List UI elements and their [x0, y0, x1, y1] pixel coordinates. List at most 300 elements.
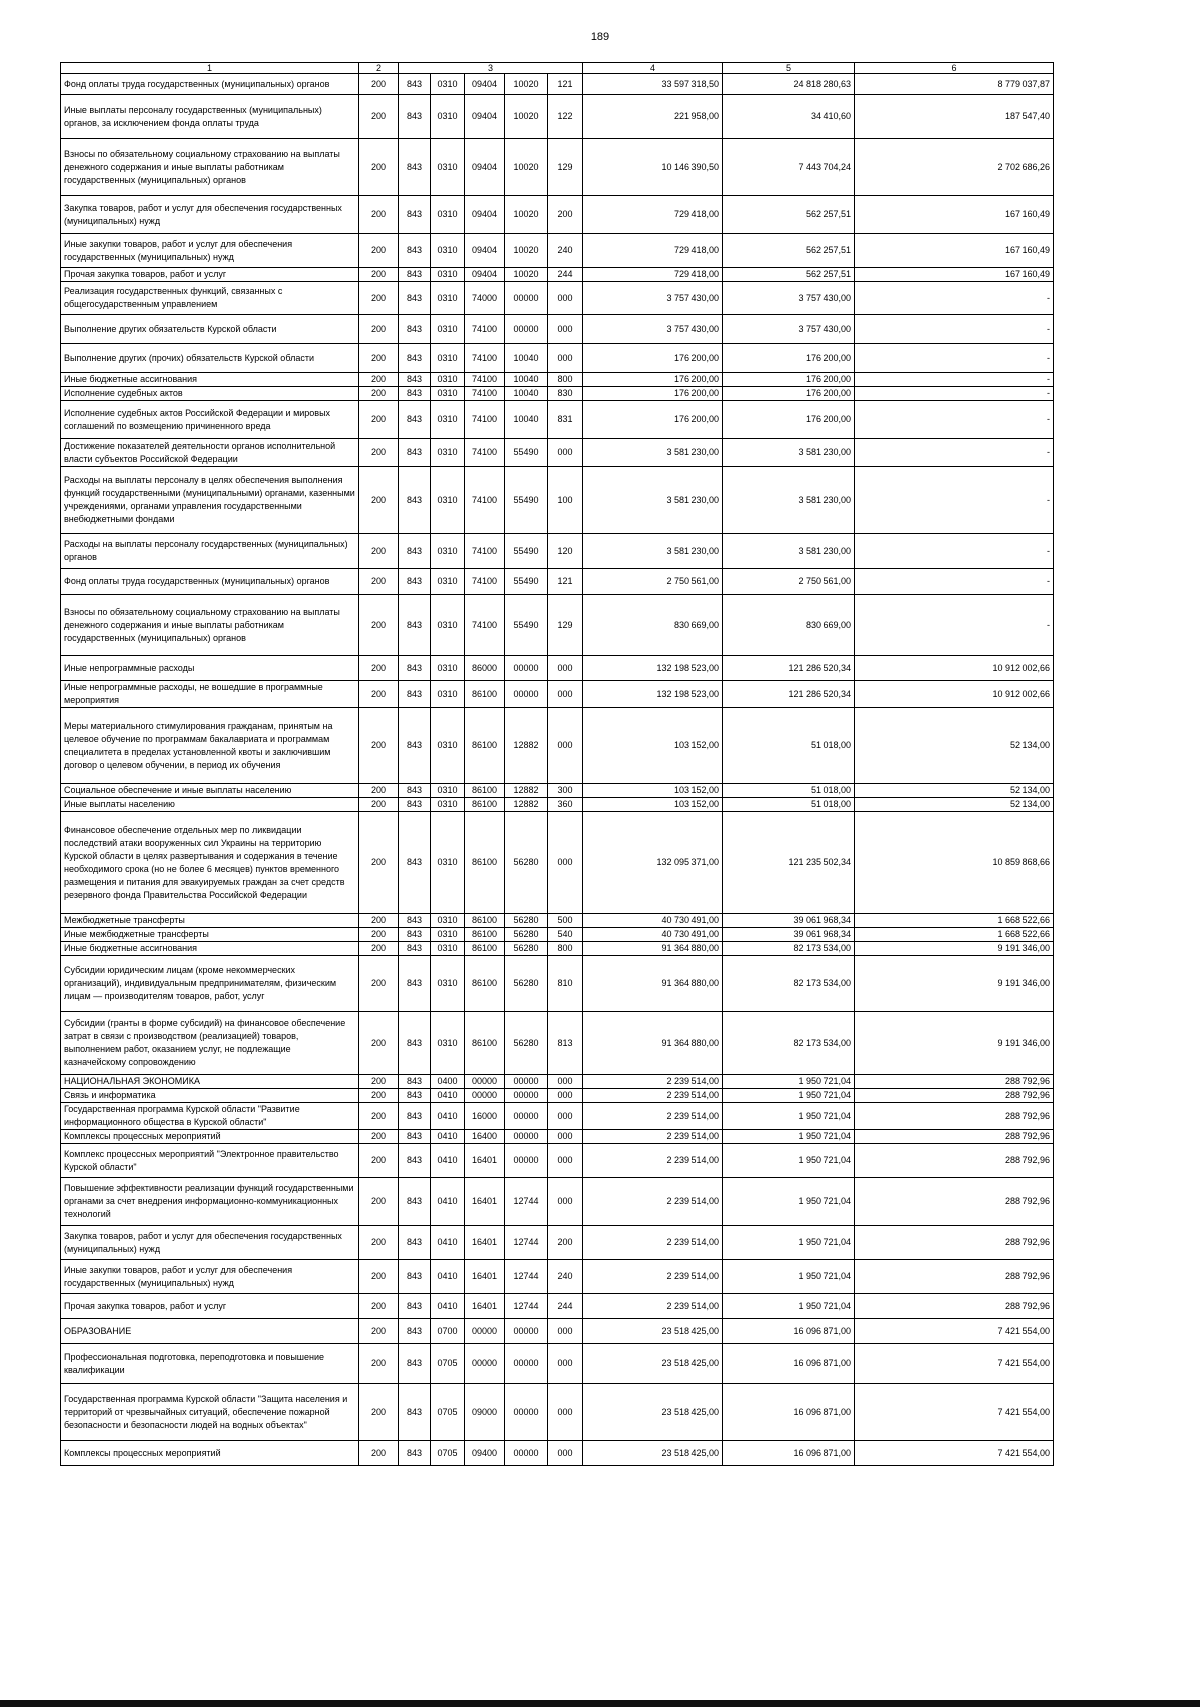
- row-code-section: 0310: [431, 373, 465, 387]
- row-value-4: 23 518 425,00: [583, 1441, 723, 1466]
- row-code-type: 810: [548, 956, 583, 1012]
- row-value-6: 7 421 554,00: [855, 1319, 1054, 1344]
- row-code-type: 120: [548, 534, 583, 569]
- header-col-1: 1: [61, 63, 359, 74]
- row-name: Прочая закупка товаров, работ и услуг: [61, 268, 359, 282]
- row-code-grbs: 843: [399, 1012, 431, 1075]
- table-row: [61, 268, 1054, 282]
- row-code-section: 0310: [431, 74, 465, 95]
- row-code-section: 0310: [431, 708, 465, 784]
- row-code-2: 200: [359, 401, 399, 439]
- row-code-2: 200: [359, 196, 399, 234]
- table-row: [61, 784, 1054, 798]
- row-code-type: 000: [548, 439, 583, 467]
- row-code-type: 240: [548, 234, 583, 268]
- row-value-4: 2 239 514,00: [583, 1130, 723, 1144]
- row-code-program: 00000: [465, 1075, 505, 1089]
- row-code-program: 86100: [465, 1012, 505, 1075]
- row-value-5: 562 257,51: [723, 196, 855, 234]
- row-code-program: 86100: [465, 928, 505, 942]
- row-code-direction: 00000: [505, 1103, 548, 1130]
- row-code-2: 200: [359, 344, 399, 373]
- row-code-section: 0310: [431, 401, 465, 439]
- row-name: Иные закупки товаров, работ и услуг для обеспечения государственных (муниципальных) нужд: [61, 1260, 359, 1294]
- row-code-grbs: 843: [399, 812, 431, 914]
- table-row: [61, 74, 1054, 95]
- row-code-2: 200: [359, 1260, 399, 1294]
- row-code-type: 000: [548, 1144, 583, 1178]
- table-row: [61, 656, 1054, 681]
- row-code-section: 0705: [431, 1441, 465, 1466]
- row-name: Иные выплаты населению: [61, 798, 359, 812]
- row-value-4: 91 364 880,00: [583, 942, 723, 956]
- row-name: Государственная программа Курской области "Защита населения и территорий от чрезвычайных ситуаций, обеспечение пожарной безопасности и безопасности людей на водных объектах": [61, 1384, 359, 1441]
- row-value-5: 1 950 721,04: [723, 1144, 855, 1178]
- row-code-grbs: 843: [399, 1319, 431, 1344]
- row-code-2: 200: [359, 784, 399, 798]
- row-code-grbs: 843: [399, 942, 431, 956]
- row-code-2: 200: [359, 1319, 399, 1344]
- row-value-5: 1 950 721,04: [723, 1130, 855, 1144]
- row-name: Расходы на выплаты персоналу государственных (муниципальных) органов: [61, 534, 359, 569]
- row-code-section: 0310: [431, 681, 465, 708]
- row-code-2: 200: [359, 387, 399, 401]
- row-value-4: 2 239 514,00: [583, 1144, 723, 1178]
- row-code-2: 200: [359, 569, 399, 595]
- row-code-2: 200: [359, 595, 399, 656]
- row-code-program: 74100: [465, 344, 505, 373]
- row-code-section: 0310: [431, 234, 465, 268]
- table-row: [61, 401, 1054, 439]
- row-value-4: 103 152,00: [583, 784, 723, 798]
- row-code-section: 0705: [431, 1344, 465, 1384]
- row-code-2: 200: [359, 534, 399, 569]
- row-code-type: 000: [548, 1319, 583, 1344]
- row-value-6: 7 421 554,00: [855, 1384, 1054, 1441]
- row-code-section: 0310: [431, 268, 465, 282]
- row-value-6: -: [855, 439, 1054, 467]
- row-value-6: -: [855, 534, 1054, 569]
- row-value-4: 2 239 514,00: [583, 1103, 723, 1130]
- table-row: [61, 942, 1054, 956]
- row-code-program: 86100: [465, 956, 505, 1012]
- row-value-5: 3 581 230,00: [723, 467, 855, 534]
- row-value-4: 2 239 514,00: [583, 1178, 723, 1226]
- header-col-6: 6: [855, 63, 1054, 74]
- row-code-section: 0310: [431, 439, 465, 467]
- row-code-2: 200: [359, 1144, 399, 1178]
- row-name: Выполнение других (прочих) обязательств Курской области: [61, 344, 359, 373]
- row-value-5: 176 200,00: [723, 344, 855, 373]
- row-name: Выполнение других обязательств Курской области: [61, 315, 359, 344]
- table-row: [61, 1384, 1054, 1441]
- row-code-program: 16400: [465, 1130, 505, 1144]
- row-code-program: 16401: [465, 1260, 505, 1294]
- row-value-6: 288 792,96: [855, 1260, 1054, 1294]
- row-code-2: 200: [359, 439, 399, 467]
- row-code-grbs: 843: [399, 595, 431, 656]
- row-code-direction: 56280: [505, 928, 548, 942]
- row-code-program: 86100: [465, 784, 505, 798]
- row-code-2: 200: [359, 798, 399, 812]
- row-code-type: 129: [548, 139, 583, 196]
- table-row: [61, 315, 1054, 344]
- row-code-2: 200: [359, 1012, 399, 1075]
- row-code-type: 000: [548, 1075, 583, 1089]
- row-name: Закупка товаров, работ и услуг для обеспечения государственных (муниципальных) нужд: [61, 196, 359, 234]
- table-row: [61, 1012, 1054, 1075]
- row-code-section: 0410: [431, 1103, 465, 1130]
- table-row: [61, 373, 1054, 387]
- row-code-grbs: 843: [399, 784, 431, 798]
- row-code-program: 09404: [465, 139, 505, 196]
- row-value-6: -: [855, 315, 1054, 344]
- row-name: Взносы по обязательному социальному страхованию на выплаты денежного содержания и иные выплаты работникам государственных (муниципальных) органов: [61, 595, 359, 656]
- row-value-6: -: [855, 595, 1054, 656]
- row-code-program: 09404: [465, 95, 505, 139]
- row-code-2: 200: [359, 1089, 399, 1103]
- row-code-grbs: 843: [399, 569, 431, 595]
- row-value-4: 33 597 318,50: [583, 74, 723, 95]
- row-value-4: 830 669,00: [583, 595, 723, 656]
- row-code-grbs: 843: [399, 401, 431, 439]
- row-value-4: 2 239 514,00: [583, 1089, 723, 1103]
- table-row: [61, 1344, 1054, 1384]
- table-row: [61, 1130, 1054, 1144]
- table-row: [61, 1075, 1054, 1089]
- table-row: [61, 1103, 1054, 1130]
- row-value-6: 167 160,49: [855, 268, 1054, 282]
- row-name: Закупка товаров, работ и услуг для обеспечения государственных (муниципальных) нужд: [61, 1226, 359, 1260]
- row-value-4: 2 239 514,00: [583, 1226, 723, 1260]
- row-code-2: 200: [359, 74, 399, 95]
- row-code-direction: 12882: [505, 784, 548, 798]
- scan-edge-bar: [0, 1700, 1200, 1707]
- row-code-2: 200: [359, 1294, 399, 1319]
- row-code-grbs: 843: [399, 1384, 431, 1441]
- row-code-section: 0310: [431, 798, 465, 812]
- row-code-grbs: 843: [399, 1344, 431, 1384]
- row-value-5: 16 096 871,00: [723, 1344, 855, 1384]
- row-value-4: 176 200,00: [583, 344, 723, 373]
- row-name: Повышение эффективности реализации функций государственными органами за счет внедрения информационно-коммуникационных технологий: [61, 1178, 359, 1226]
- row-code-2: 200: [359, 1075, 399, 1089]
- row-value-5: 121 286 520,34: [723, 656, 855, 681]
- row-value-5: 1 950 721,04: [723, 1089, 855, 1103]
- row-code-direction: 55490: [505, 439, 548, 467]
- row-code-direction: 00000: [505, 1344, 548, 1384]
- row-code-grbs: 843: [399, 74, 431, 95]
- row-value-5: 16 096 871,00: [723, 1384, 855, 1441]
- row-code-type: 000: [548, 681, 583, 708]
- row-code-section: 0310: [431, 95, 465, 139]
- table-row: [61, 1441, 1054, 1466]
- row-value-4: 729 418,00: [583, 234, 723, 268]
- row-value-6: 187 547,40: [855, 95, 1054, 139]
- row-code-type: 000: [548, 812, 583, 914]
- row-code-section: 0310: [431, 656, 465, 681]
- row-value-5: 2 750 561,00: [723, 569, 855, 595]
- row-code-2: 200: [359, 1384, 399, 1441]
- row-value-4: 40 730 491,00: [583, 914, 723, 928]
- row-value-5: 1 950 721,04: [723, 1103, 855, 1130]
- row-code-type: 000: [548, 656, 583, 681]
- row-code-type: 300: [548, 784, 583, 798]
- row-code-type: 100: [548, 467, 583, 534]
- row-code-grbs: 843: [399, 234, 431, 268]
- row-value-6: 52 134,00: [855, 798, 1054, 812]
- row-name: Иные выплаты персоналу государственных (муниципальных) органов, за исключением фонда оплаты труда: [61, 95, 359, 139]
- page-number: 189: [590, 31, 610, 43]
- row-value-4: 132 198 523,00: [583, 656, 723, 681]
- row-value-5: 3 581 230,00: [723, 439, 855, 467]
- row-code-type: 000: [548, 344, 583, 373]
- row-code-grbs: 843: [399, 1103, 431, 1130]
- row-code-direction: 00000: [505, 1144, 548, 1178]
- row-value-5: 82 173 534,00: [723, 1012, 855, 1075]
- row-code-grbs: 843: [399, 1260, 431, 1294]
- row-code-program: 86100: [465, 708, 505, 784]
- row-code-program: 74000: [465, 282, 505, 315]
- row-code-program: 09404: [465, 196, 505, 234]
- row-code-type: 121: [548, 74, 583, 95]
- row-code-type: 360: [548, 798, 583, 812]
- row-value-5: 121 235 502,34: [723, 812, 855, 914]
- row-code-type: 540: [548, 928, 583, 942]
- row-code-direction: 56280: [505, 812, 548, 914]
- table-row: [61, 344, 1054, 373]
- row-code-section: 0310: [431, 139, 465, 196]
- row-code-grbs: 843: [399, 467, 431, 534]
- row-value-4: 176 200,00: [583, 387, 723, 401]
- row-code-direction: 00000: [505, 1441, 548, 1466]
- row-code-section: 0410: [431, 1089, 465, 1103]
- table-row: [61, 196, 1054, 234]
- row-value-6: 288 792,96: [855, 1089, 1054, 1103]
- row-value-4: 91 364 880,00: [583, 1012, 723, 1075]
- row-code-section: 0700: [431, 1319, 465, 1344]
- row-value-5: 1 950 721,04: [723, 1294, 855, 1319]
- row-value-4: 221 958,00: [583, 95, 723, 139]
- row-value-4: 2 239 514,00: [583, 1260, 723, 1294]
- row-code-program: 86100: [465, 681, 505, 708]
- row-code-grbs: 843: [399, 1294, 431, 1319]
- row-code-2: 200: [359, 928, 399, 942]
- row-code-program: 74100: [465, 534, 505, 569]
- row-code-program: 00000: [465, 1319, 505, 1344]
- row-code-2: 200: [359, 1441, 399, 1466]
- row-code-grbs: 843: [399, 315, 431, 344]
- row-name: Государственная программа Курской области "Развитие информационного общества в Курской области": [61, 1103, 359, 1130]
- row-code-direction: 56280: [505, 914, 548, 928]
- row-name: Комплексы процессных мероприятий: [61, 1130, 359, 1144]
- row-code-type: 000: [548, 1130, 583, 1144]
- row-code-grbs: 843: [399, 95, 431, 139]
- row-code-program: 86100: [465, 812, 505, 914]
- row-code-type: 830: [548, 387, 583, 401]
- row-code-2: 200: [359, 942, 399, 956]
- table-row: [61, 569, 1054, 595]
- row-code-program: 86100: [465, 942, 505, 956]
- row-code-program: 09404: [465, 268, 505, 282]
- row-code-direction: 00000: [505, 1075, 548, 1089]
- row-code-direction: 00000: [505, 315, 548, 344]
- row-name: Иные бюджетные ассигнования: [61, 373, 359, 387]
- row-value-4: 132 198 523,00: [583, 681, 723, 708]
- row-code-type: 122: [548, 95, 583, 139]
- row-code-2: 200: [359, 1178, 399, 1226]
- row-code-direction: 12744: [505, 1260, 548, 1294]
- row-code-type: 000: [548, 1178, 583, 1226]
- row-value-5: 39 061 968,34: [723, 928, 855, 942]
- row-name: Профессиональная подготовка, переподготовка и повышение квалификации: [61, 1344, 359, 1384]
- row-value-5: 562 257,51: [723, 234, 855, 268]
- row-code-direction: 00000: [505, 656, 548, 681]
- row-code-type: 244: [548, 268, 583, 282]
- row-value-5: 39 061 968,34: [723, 914, 855, 928]
- row-code-direction: 10020: [505, 268, 548, 282]
- row-code-grbs: 843: [399, 387, 431, 401]
- row-code-type: 000: [548, 282, 583, 315]
- row-code-grbs: 843: [399, 1178, 431, 1226]
- row-value-6: 288 792,96: [855, 1103, 1054, 1130]
- table-row: [61, 1226, 1054, 1260]
- row-code-program: 74100: [465, 401, 505, 439]
- row-code-direction: 00000: [505, 681, 548, 708]
- row-code-2: 200: [359, 1103, 399, 1130]
- row-value-6: 2 702 686,26: [855, 139, 1054, 196]
- row-code-program: 74100: [465, 439, 505, 467]
- row-value-5: 121 286 520,34: [723, 681, 855, 708]
- row-value-6: 7 421 554,00: [855, 1344, 1054, 1384]
- row-value-6: 8 779 037,87: [855, 74, 1054, 95]
- row-value-6: 9 191 346,00: [855, 1012, 1054, 1075]
- row-code-grbs: 843: [399, 708, 431, 784]
- row-code-program: 74100: [465, 467, 505, 534]
- table-row: [61, 387, 1054, 401]
- row-value-4: 3 581 230,00: [583, 439, 723, 467]
- row-name: Комплекс процессных мероприятий "Электронное правительство Курской области": [61, 1144, 359, 1178]
- row-code-2: 200: [359, 315, 399, 344]
- row-name: НАЦИОНАЛЬНАЯ ЭКОНОМИКА: [61, 1075, 359, 1089]
- row-value-6: -: [855, 467, 1054, 534]
- row-code-2: 200: [359, 1130, 399, 1144]
- row-name: Субсидии (гранты в форме субсидий) на финансовое обеспечение затрат в связи с производством (реализацией) товаров, выполнением работ, оказанием услуг, не подлежащие казначейскому сопровождению: [61, 1012, 359, 1075]
- row-value-6: 167 160,49: [855, 196, 1054, 234]
- table-row: [61, 928, 1054, 942]
- row-value-5: 3 581 230,00: [723, 534, 855, 569]
- row-code-program: 74100: [465, 595, 505, 656]
- row-name: Исполнение судебных актов Российской Федерации и мировых соглашений по возмещению причиненного вреда: [61, 401, 359, 439]
- row-code-type: 240: [548, 1260, 583, 1294]
- row-code-direction: 10020: [505, 95, 548, 139]
- row-code-section: 0310: [431, 196, 465, 234]
- row-code-type: 244: [548, 1294, 583, 1319]
- row-code-section: 0310: [431, 914, 465, 928]
- row-code-section: 0310: [431, 956, 465, 1012]
- row-value-6: -: [855, 387, 1054, 401]
- row-name: Реализация государственных функций, связанных с общегосударственным управлением: [61, 282, 359, 315]
- row-code-direction: 10020: [505, 196, 548, 234]
- row-code-program: 00000: [465, 1089, 505, 1103]
- row-code-2: 200: [359, 708, 399, 784]
- row-name: Социальное обеспечение и иные выплаты населению: [61, 784, 359, 798]
- row-code-direction: 56280: [505, 1012, 548, 1075]
- row-value-6: -: [855, 373, 1054, 387]
- table-row: [61, 1178, 1054, 1226]
- row-value-5: 1 950 721,04: [723, 1178, 855, 1226]
- row-code-2: 200: [359, 467, 399, 534]
- row-code-grbs: 843: [399, 1075, 431, 1089]
- row-code-section: 0310: [431, 942, 465, 956]
- row-value-5: 176 200,00: [723, 387, 855, 401]
- row-value-6: -: [855, 569, 1054, 595]
- row-name: Финансовое обеспечение отдельных мер по ликвидации последствий атаки вооруженных сил Украины на территорию Курской области в целях развертывания и содержания в течение необходимого срока (но не более 6 месяцев) пунктов временного размещения и питания для эвакуируемых граждан за счет средств резервного фонда Правительства Российской Федерации: [61, 812, 359, 914]
- row-code-direction: 00000: [505, 1130, 548, 1144]
- row-code-direction: 55490: [505, 534, 548, 569]
- row-value-5: 34 410,60: [723, 95, 855, 139]
- row-code-2: 200: [359, 656, 399, 681]
- row-code-program: 16401: [465, 1294, 505, 1319]
- row-code-direction: 55490: [505, 595, 548, 656]
- row-code-grbs: 843: [399, 914, 431, 928]
- row-code-2: 200: [359, 282, 399, 315]
- row-value-6: 167 160,49: [855, 234, 1054, 268]
- row-code-grbs: 843: [399, 268, 431, 282]
- row-code-grbs: 843: [399, 1089, 431, 1103]
- row-value-4: 10 146 390,50: [583, 139, 723, 196]
- row-code-direction: 12744: [505, 1226, 548, 1260]
- row-name: Фонд оплаты труда государственных (муниципальных) органов: [61, 74, 359, 95]
- row-code-grbs: 843: [399, 1441, 431, 1466]
- table-row: [61, 282, 1054, 315]
- row-name: Иные межбюджетные трансферты: [61, 928, 359, 942]
- row-code-section: 0410: [431, 1144, 465, 1178]
- row-value-6: 9 191 346,00: [855, 956, 1054, 1012]
- row-code-section: 0400: [431, 1075, 465, 1089]
- row-code-2: 200: [359, 681, 399, 708]
- row-code-section: 0705: [431, 1384, 465, 1441]
- row-value-4: 729 418,00: [583, 196, 723, 234]
- row-name: Исполнение судебных актов: [61, 387, 359, 401]
- row-code-type: 121: [548, 569, 583, 595]
- row-value-5: 176 200,00: [723, 373, 855, 387]
- row-value-4: 103 152,00: [583, 798, 723, 812]
- row-code-program: 09404: [465, 234, 505, 268]
- row-name: Иные закупки товаров, работ и услуг для обеспечения государственных (муниципальных) нужд: [61, 234, 359, 268]
- row-value-6: 1 668 522,66: [855, 914, 1054, 928]
- table-row: [61, 1319, 1054, 1344]
- row-value-4: 2 239 514,00: [583, 1075, 723, 1089]
- row-name: Иные непрограммные расходы, не вошедшие в программные мероприятия: [61, 681, 359, 708]
- row-code-2: 200: [359, 268, 399, 282]
- row-code-section: 0310: [431, 595, 465, 656]
- table-row: [61, 1294, 1054, 1319]
- row-code-2: 200: [359, 914, 399, 928]
- row-code-grbs: 843: [399, 656, 431, 681]
- row-code-direction: 55490: [505, 467, 548, 534]
- row-value-4: 176 200,00: [583, 373, 723, 387]
- row-code-direction: 10020: [505, 74, 548, 95]
- row-code-program: 00000: [465, 1344, 505, 1384]
- row-code-program: 09404: [465, 74, 505, 95]
- row-value-5: 51 018,00: [723, 784, 855, 798]
- row-value-5: 1 950 721,04: [723, 1260, 855, 1294]
- row-code-grbs: 843: [399, 798, 431, 812]
- row-code-program: 16401: [465, 1144, 505, 1178]
- row-code-grbs: 843: [399, 139, 431, 196]
- row-value-5: 3 757 430,00: [723, 282, 855, 315]
